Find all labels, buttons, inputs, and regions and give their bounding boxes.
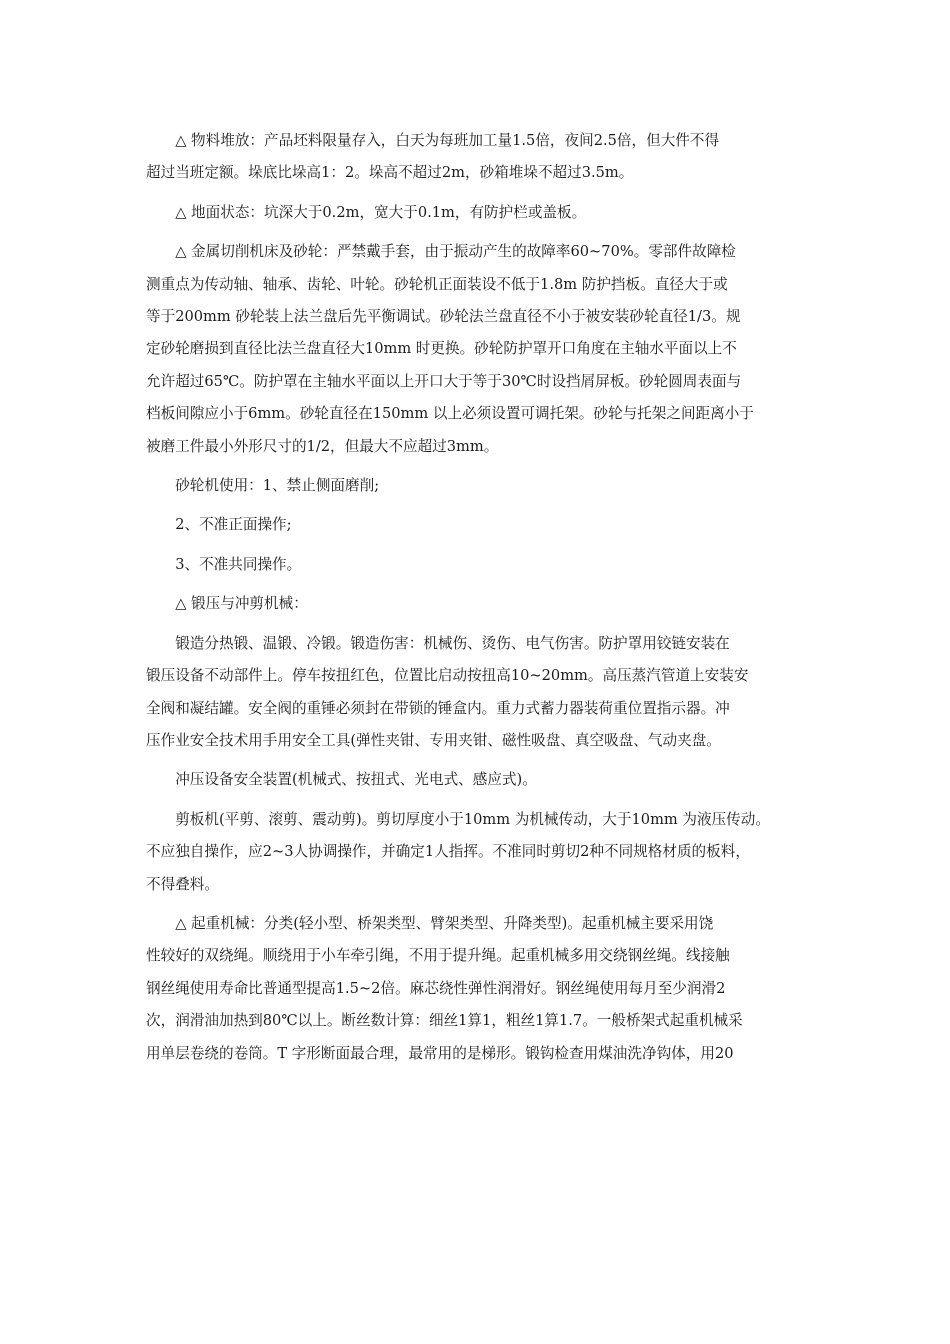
text-line: △ 锻压与冲剪机械： xyxy=(175,595,308,613)
text-line: △ 地面状态：坑深大于0.2m，宽大于0.1m，有防护栏或盖板。 xyxy=(175,203,587,221)
text-line: 次，润滑油加热到80℃以上。断丝数计算：细丝1算1，粗丝1算1.7。一般桥架式起重机械采 xyxy=(146,1012,743,1030)
text-line: 不得叠料。 xyxy=(146,875,219,893)
paragraph-press-safety xyxy=(146,764,808,796)
text-line: 冲压设备安全装置(机械式、按扭式、光电式、感应式)。 xyxy=(175,771,537,789)
text-line: 钢丝绳使用寿命比普通型提高1.5~2倍。麻芯绕性弹性润滑好。钢丝绳使用每月至少润滑2 xyxy=(146,979,726,997)
document-page xyxy=(146,125,808,1070)
text-line: 允许超过65℃。防护罩在主轴水平面以上开口大于等于30℃时设挡屑屏板。砂轮圆周表面与 xyxy=(146,372,742,390)
text-line: 剪板机(平剪、滚剪、震动剪)。剪切厚度小于10mm 为机械传动，大于10mm 为液压传动。 xyxy=(175,810,770,828)
paragraph-grinder-rule-2 xyxy=(146,509,808,541)
text-line: 全阀和凝结罐。安全阀的重锤必须封在带锁的锤盒内。重力式蓄力器装荷重位置指示器。冲 xyxy=(146,699,730,717)
text-line: △ 物料堆放：产品坯料限量存入，白天为每班加工量1.5倍，夜间2.5倍，但大件不得 xyxy=(175,132,720,149)
paragraph-ground-condition xyxy=(146,197,808,229)
text-line: △ 起重机械：分类(轻小型、桥架类型、臂架类型、升降类型)。起重机械主要采用饶 xyxy=(175,914,714,932)
paragraph-shearing xyxy=(146,804,808,901)
text-line: 锻压设备不动部件上。停车按扭红色，位置比启动按扭高10~20mm。高压蒸汽管道上安装安 xyxy=(146,667,749,685)
text-line: 不应独自操作，应2~3人协调操作，并确定1人指挥。不准同时剪切2种不同规格材质的板料， xyxy=(146,843,750,861)
paragraph-lifting xyxy=(146,908,808,1070)
text-line: 锻造分热锻、温锻、冷锻。锻造伤害：机械伤、烫伤、电气伤害。防护罩用铰链安装在 xyxy=(175,634,730,652)
text-line: 档板间隙应小于6mm。砂轮直径在150mm 以上必须设置可调托架。砂轮与托架之间距离小于 xyxy=(146,405,754,423)
text-line: 等于200mm 砂轮装上法兰盘后先平衡调试。砂轮法兰盘直径不小于被安装砂轮直径1/3。规 xyxy=(146,308,741,326)
text-line: 测重点为传动轴、轴承、齿轮、叶轮。砂轮机正面装设不低于1.8m 防护挡板。直径大于或 xyxy=(146,275,728,293)
paragraph-grinder-use xyxy=(146,470,808,502)
text-line: 被磨工件最小外形尺寸的1/2，但最大不应超过3mm。 xyxy=(146,437,499,455)
text-line: 压作业安全技术用手用安全工具(弹性夹钳、专用夹钳、磁性吸盘、真空吸盘、气动夹盘。 xyxy=(146,731,721,749)
paragraph-material-stacking xyxy=(146,125,808,190)
paragraph-forging xyxy=(146,628,808,758)
paragraph-grinder-rule-3 xyxy=(146,549,808,581)
text-line: 用单层卷绕的卷筒。T 字形断面最合理，最常用的是梯形。锻钩检查用煤油洗净钩体，用20 xyxy=(146,1044,734,1062)
text-line: 砂轮机使用：1、禁止侧面磨削; xyxy=(175,477,380,495)
paragraph-forging-heading xyxy=(146,588,808,620)
paragraph-metal-cutting xyxy=(146,236,808,463)
text-line: 2、不准正面操作; xyxy=(175,516,292,534)
text-line: 超过当班定额。垛底比垛高1：2。垛高不超过2m，砂箱堆垛不超过3.5m。 xyxy=(146,164,634,182)
text-line: 3、不准共同操作。 xyxy=(175,555,302,573)
text-line: △ 金属切削机床及砂轮：严禁戴手套，由于振动产生的故障率60~70%。零部件故障检 xyxy=(175,243,736,261)
text-line: 性较好的双绕绳。顺绕用于小车牵引绳，不用于提升绳。起重机械多用交绕钢丝绳。线接触 xyxy=(146,947,730,965)
text-line: 定砂轮磨损到直径比法兰盘直径大10mm 时更换。砂轮防护罩开口角度在主轴水平面以上不 xyxy=(146,340,737,358)
